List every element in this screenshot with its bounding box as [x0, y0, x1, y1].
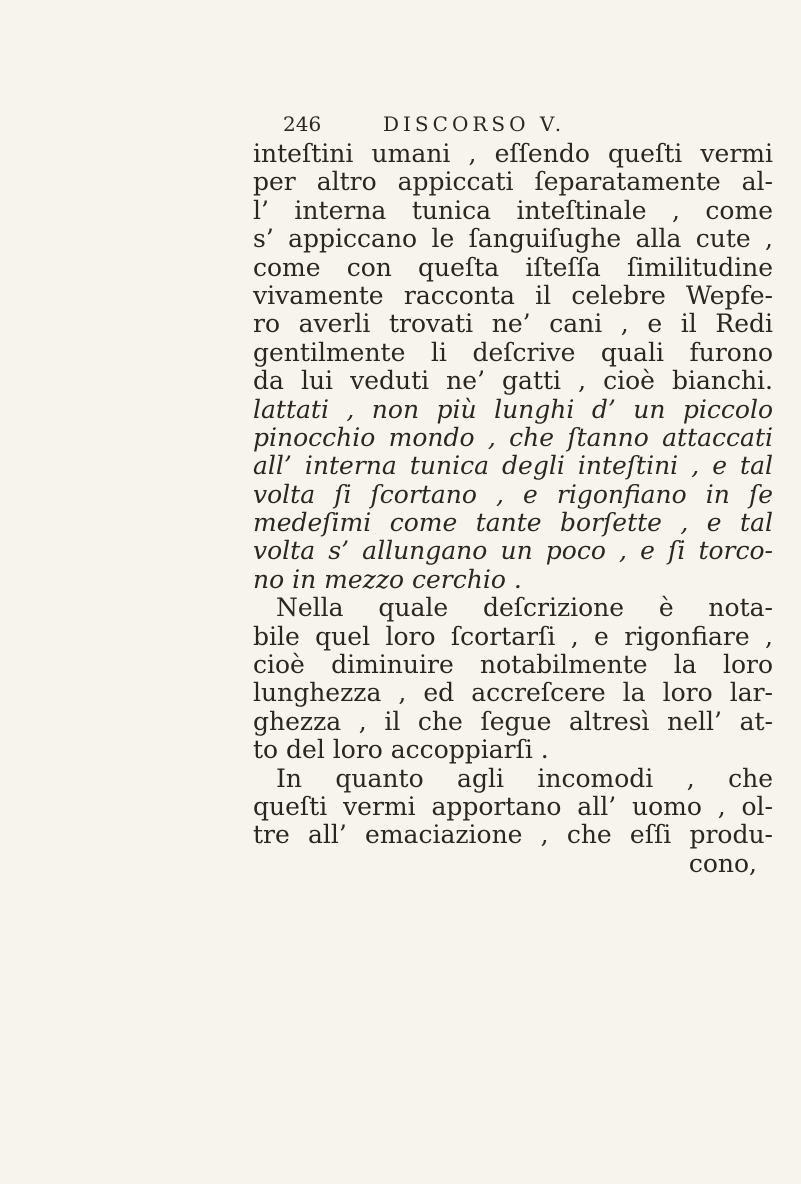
text-line: gentilmente li deſcrive quali furono — [253, 337, 773, 367]
text-line: ro averli trovati ne’ cani , e il Redi — [253, 309, 773, 339]
text-line-italic: volta ſi ſcortano , e rigonfiano in ſe — [253, 479, 773, 509]
text-line: lunghezza , ed accreſcere la loro lar- — [253, 678, 773, 708]
text-line: tre all’ emaciazione , che eſſi produ- — [253, 820, 773, 850]
text-line: queſti vermi apportano all’ uomo , ol- — [253, 791, 773, 821]
text-line: cioè diminuire notabilmente la loro — [253, 650, 773, 680]
text-line: to del loro accoppiarſi . — [253, 735, 549, 765]
text-line-italic: no in mezzo cerchio . — [253, 564, 522, 594]
paragraph-start-line: In quanto agli incomodi , che — [276, 763, 773, 793]
text-line: come con queſta iſteſſa ſimilitudine — [253, 252, 773, 282]
text-line-italic: all’ interna tunica degli inteſtini , e tal — [253, 451, 773, 481]
running-head — [283, 112, 603, 138]
text-line-italic: medeſimi come tante borſette , e tal — [253, 508, 773, 538]
text-line: l’ interna tunica inteſtinale , come — [253, 195, 773, 225]
running-title: DISCORSO V. — [383, 112, 566, 136]
text-line-italic: pinocchio mondo , che ſtanno attaccati — [253, 422, 773, 452]
text-line: ghezza , il che ſegue altresì nell’ at- — [253, 706, 773, 736]
text-line: per altro appiccati ſeparatamente al- — [253, 167, 773, 197]
text-line-italic: volta s’ allungano un poco , e ſi torco- — [253, 536, 773, 566]
catchword: cono, — [688, 848, 757, 878]
text-line: da lui veduti ne’ gatti , cioè bianchi. — [253, 366, 773, 396]
paragraph-start-line: Nella quale deſcrizione è nota- — [276, 593, 773, 623]
body-text — [253, 140, 773, 878]
text-line: s’ appiccano le ſanguiſughe alla cute , — [253, 224, 773, 254]
text-line-italic: lattati , non più lunghi d’ un piccolo — [253, 394, 773, 424]
text-line: inteſtini umani , eſſendo queſti vermi — [253, 139, 773, 168]
text-line: vivamente racconta il celebre Wepfe- — [253, 280, 773, 310]
page-number: 246 — [283, 112, 322, 136]
text-line: bile quel loro ſcortarſi , e rigonfiare , — [253, 621, 773, 651]
